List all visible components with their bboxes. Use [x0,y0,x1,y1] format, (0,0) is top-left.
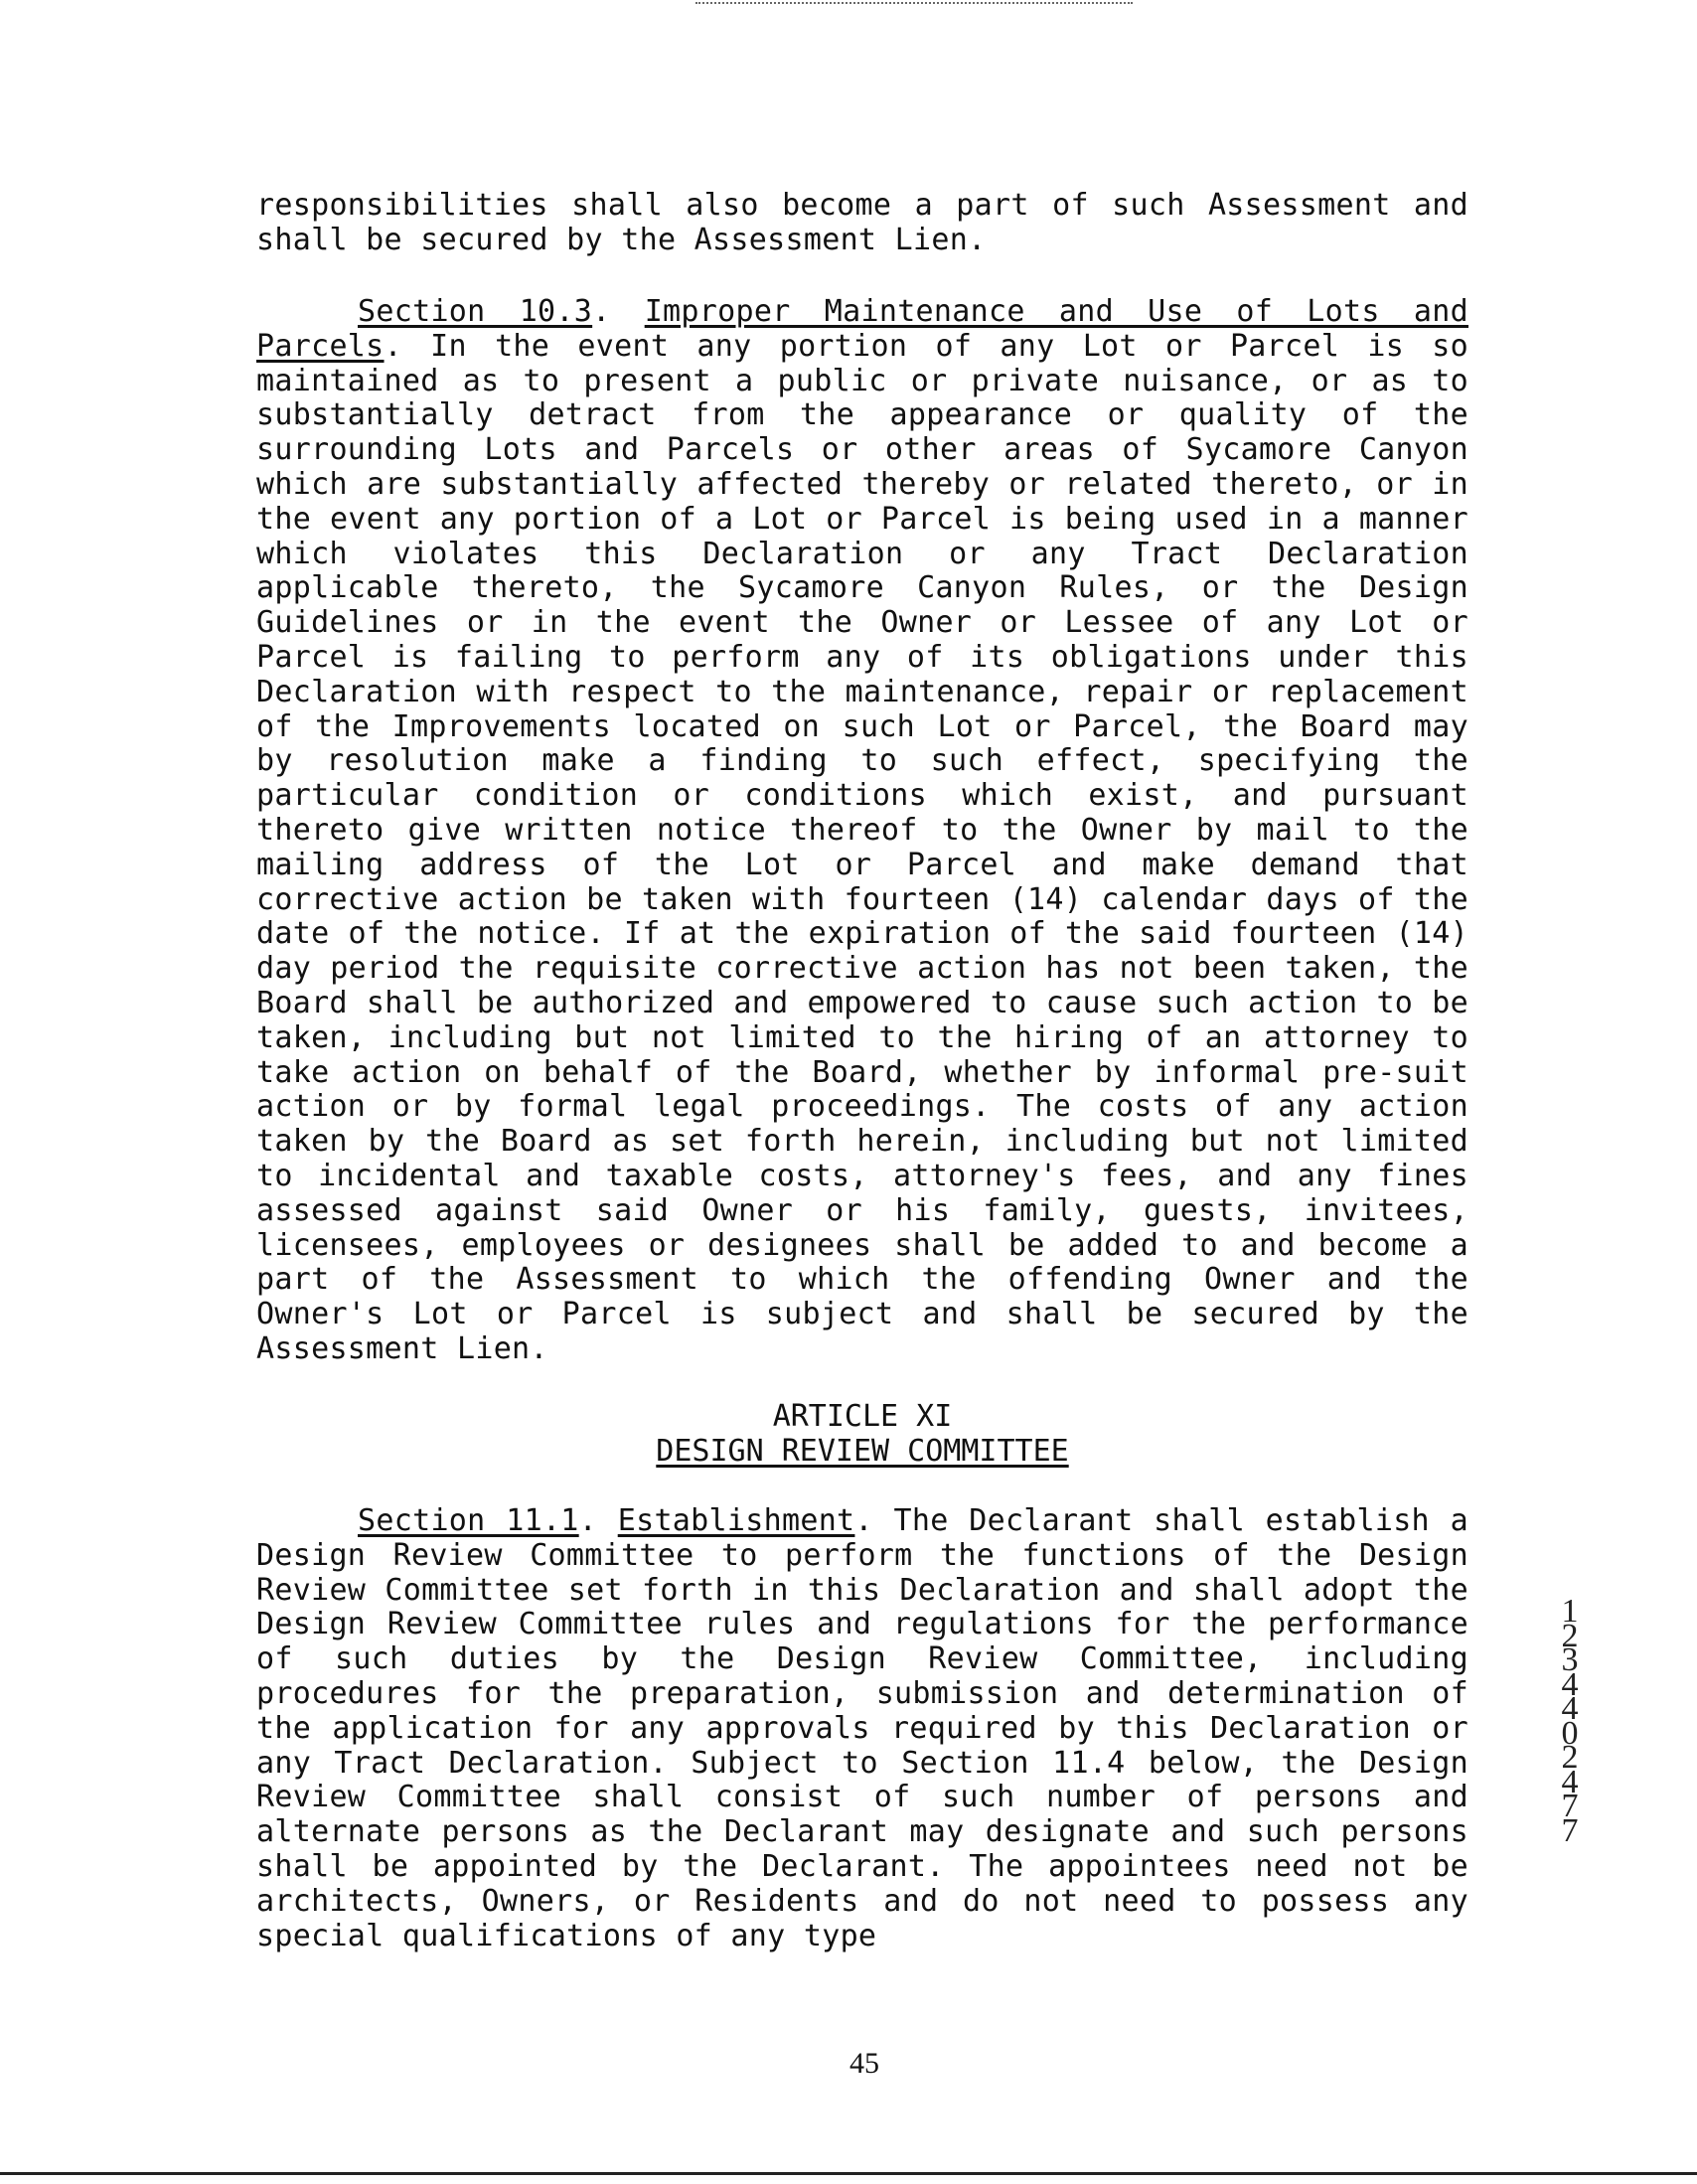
section-10-3-label: Section 10.3 [358,294,593,329]
bottom-scan-rule [0,2172,1697,2175]
article-heading: ARTICLE XI [772,1399,953,1434]
margin-document-number: 12344 02477 [1561,1593,1579,1849]
section-11-1-body: The Declarant shall establish a Design Review Committee to perform the functions of the Design Review Committee set forth in this Declaration and shall adopt the Design Review Committee rules and regulations for the performance of such duties by the Design Review Committee, including procedures for the preparation, submission and determination of the application for any approvals required by this Declaration or any Tract Declaration. Subject to Section 11.4 below, the Design Review Committee shall consist of such number of persons and alternate persons as the Declarant may designate and such persons shall be appointed by the Declarant. The appointees need not be architects, Owners, or Residents and do not need to possess any special qualifications of any type [256,1503,1468,1953]
top-scan-rule [695,2,1133,4]
article-heading-block [256,1399,1468,1469]
continuation-text: responsibilities shall also become a part of such Assessment and shall be secured by the Assessment Lien. [256,188,1468,257]
article-subheading: DESIGN REVIEW COMMITTEE [656,1434,1069,1469]
page-number: 45 [849,2047,879,2080]
section-10-3-paragraph: Section 10.3. Improper Maintenance and Use of Lots and Parcels. In the event any portion of any Lot or Parcel is so maintained as to present a public or private nuisance, or as to substantially detract from the appearance or quality of the surrounding Lots and Parcels or other areas of Sycamore Canyon which are substantially affected thereby or related thereto, or in the event any portion of a Lot or Parcel is being used in a manner which violates this Declaration or any Tract Declaration applicable thereto, the Sycamore Canyon Rules, or the Design Guidelines or in the event the Owner or Lessee of any Lot or Parcel is failing to perform any of its obligations under this Declaration with respect to the maintenance, repair or replacement of the Improvements located on such Lot or Parcel, the Board may by resolution make a finding to such effect, specifying the particular condition or conditions which exist, and pursuant thereto give written notice thereof to the Owner by mail to the mailing address of the Lot or Parcel and make demand that corrective action be taken with fourteen (14) calendar days of the date of the notice. If at the expiration of the said fourteen (14) day period the requisite corrective action has not been taken, the Board shall be authorized and empowered to cause such action to be taken, including but not limited to the hiring of an attorney to take action on behalf of the Board, whether by informal pre-suit action or by formal legal proceedings. The costs of any action taken by the Board as set forth herein, including but not limited to incidental and taxable costs, attorney's fees, and any fines assessed against said Owner or his family, guests, invitees, licensees, employees or designees shall be added to and become a part of the Assessment to which the offending Owner and the Owner's Lot or Parcel is subject and shall be secured by the Assessment Lien. [256,294,1469,1366]
section-10-3-title: Improper Maintenance and Use of Lots and Parcels [256,294,1468,364]
section-11-1-paragraph: Section 11.1. Establishment. The Declarant shall establish a Design Review Committee to perform the functions of the Design Review Committee set forth in this Declaration and shall adopt the Design Review Committee rules and regulations for the performance of such duties by the Design Review Committee, including procedures for the preparation, submission and determination of the application for any approvals required by this Declaration or any Tract Declaration. Subject to Section 11.4 below, the Design Review Committee shall consist of such number of persons and alternate persons as the Declarant may designate and such persons shall be appointed by the Declarant. The appointees need not be architects, Owners, or Residents and do not need to possess any special qualifications of any type [256,1503,1468,1953]
section-11-1-title: Establishment [617,1503,855,1538]
section-10-3-body: In the event any portion of any Lot or Parcel is so maintained as to present a public or private nuisance, or as to substantially detract from the appearance or quality of the surrounding Lots and Parcels or other areas of Sycamore Canyon which are substantially affected thereby or related thereto, or in the event any portion of a Lot or Parcel is being used in a manner which violates this Declaration or any Tract Declaration applicable thereto, the Sycamore Canyon Rules, or the Design Guidelines or in the event the Owner or Lessee of any Lot or Parcel is failing to perform any of its obligations under this Declaration with respect to the maintenance, repair or replacement of the Improvements located on such Lot or Parcel, the Board may by resolution make a finding to such effect, specifying the particular condition or conditions which exist, and pursuant thereto give written notice thereof to the Owner by mail to the mailing address of the Lot or Parcel and make demand that corrective action be taken with fourteen (14) calendar days of the date of the notice. If at the expiration of the said fourteen (14) day period the requisite corrective action has not been taken, the Board shall be authorized and empowered to cause such action to be taken, including but not limited to the hiring of an attorney to take action on behalf of the Board, whether by informal pre-suit action or by formal legal proceedings. The costs of any action taken by the Board as set forth herein, including but not limited to incidental and taxable costs, attorney's fees, and any fines assessed against said Owner or his family, guests, invitees, licensees, employees or designees shall be added to and become a part of the Assessment to which the offending Owner and the Owner's Lot or Parcel is subject and shall be secured by the Assessment Lien. [256,328,1469,1366]
section-11-1-label: Section 11.1 [358,1503,579,1538]
continuation-paragraph [256,189,1468,258]
